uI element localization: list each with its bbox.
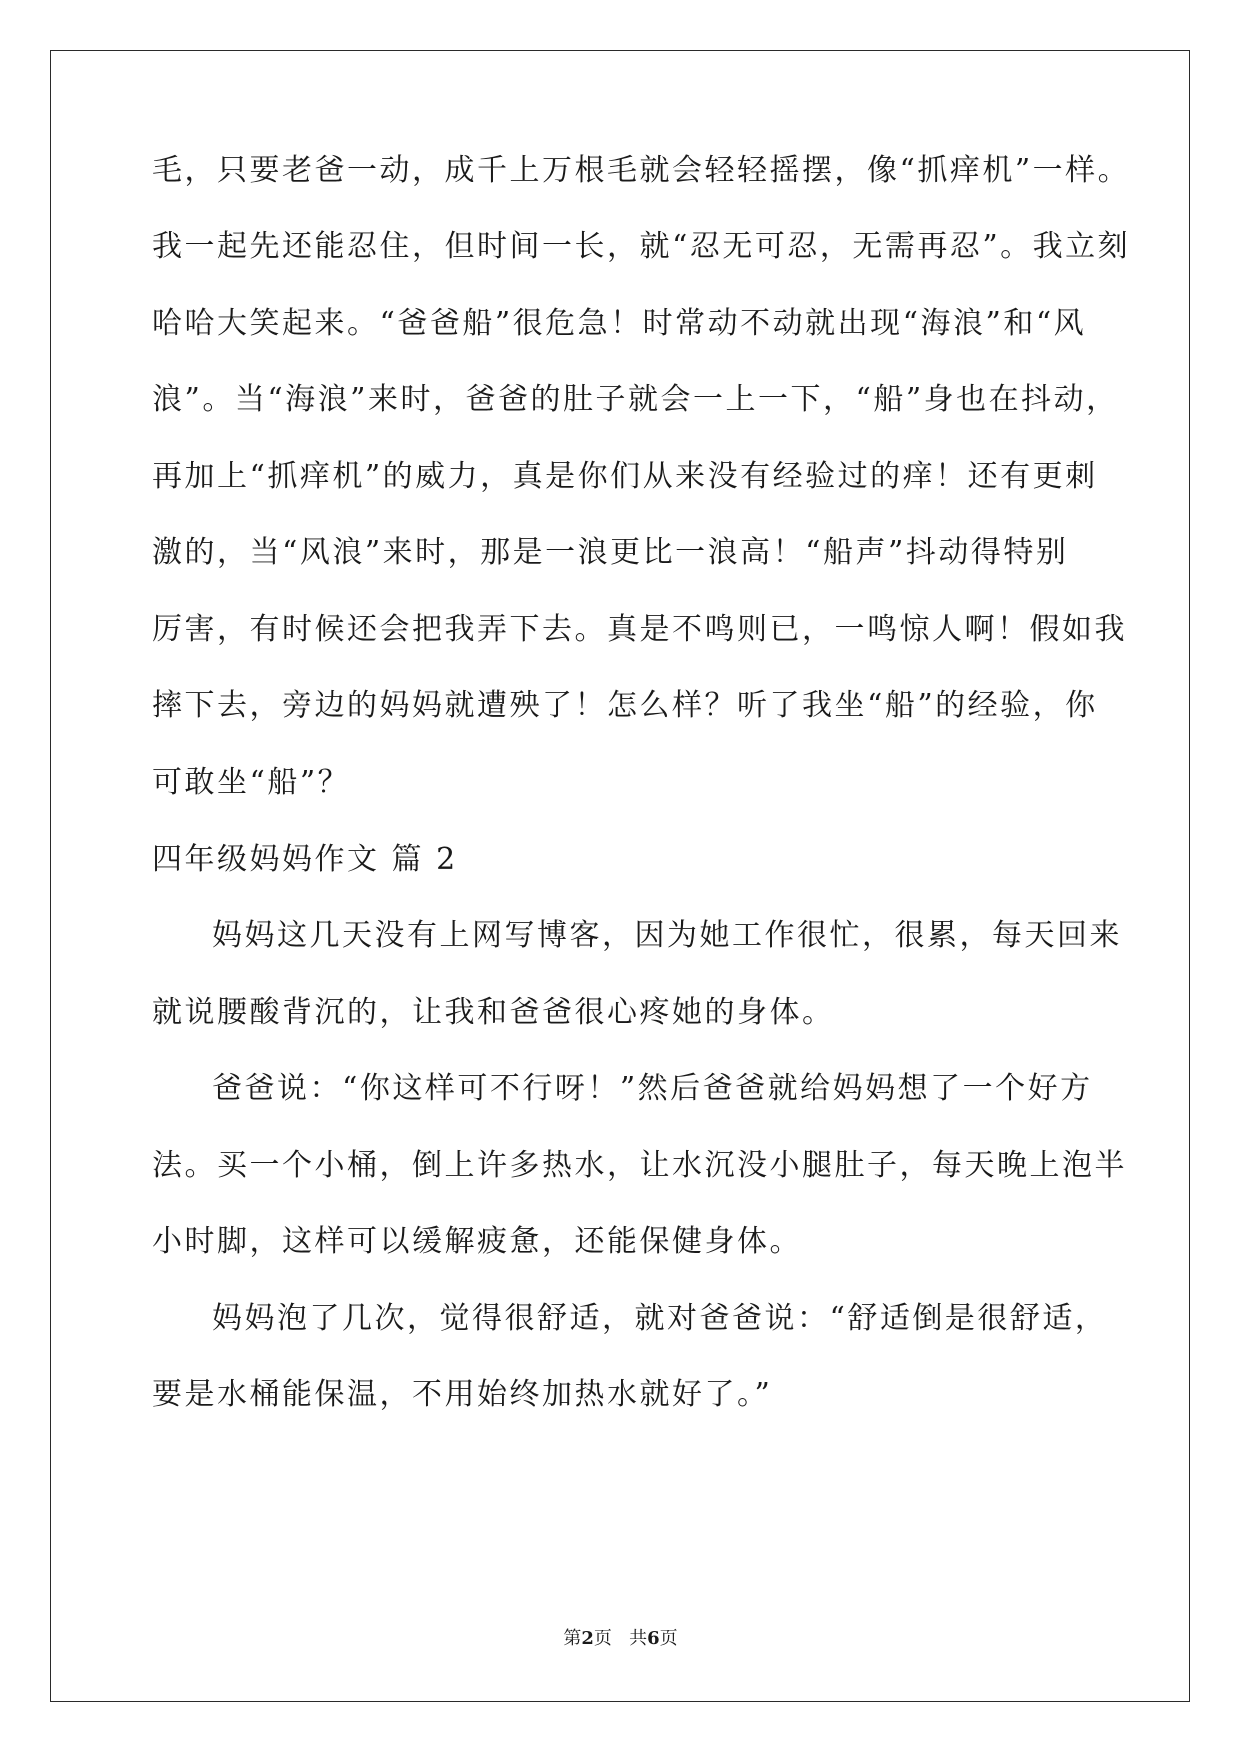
paragraph-start: 妈妈泡了几次，觉得很舒适，就对爸爸说：“舒适倒是很舒适， xyxy=(212,1301,1108,1336)
text-line: 小时脚，这样可以缓解疲惫，还能保健身体。 xyxy=(152,1224,802,1259)
paragraph-start: 爸爸说：“你这样可不行呀！”然后爸爸就给妈妈想了一个好方 xyxy=(212,1071,1093,1106)
text-line: 厉害，有时候还会把我弄下去。真是不鸣则已，一鸣惊人啊！假如我 xyxy=(152,612,1127,647)
page-footer xyxy=(0,1627,1241,1651)
text-line: 我一起先还能忍住，但时间一长，就“忍无可忍，无需再忍”。我立刻 xyxy=(152,229,1131,264)
total-pages: 6 xyxy=(647,1628,660,1649)
text-line: 浪”。当“海浪”来时，爸爸的肚子就会一上一下，“船”身也在抖动， xyxy=(152,382,1119,417)
total-suffix: 页 xyxy=(659,1628,678,1649)
page-number: 2 xyxy=(581,1628,594,1649)
text-line: 法。买一个小桶，倒上许多热水，让水沉没小腿肚子，每天晚上泡半 xyxy=(152,1148,1127,1183)
total-prefix: 共 xyxy=(629,1628,648,1649)
text-line: 可敢坐“船”？ xyxy=(152,765,351,800)
text-line: 毛，只要老爸一动，成千上万根毛就会轻轻摇摆，像“抓痒机”一样。 xyxy=(152,153,1131,188)
text-line: 哈哈大笑起来。“爸爸船”很危急！时常动不动就出现“海浪”和“风 xyxy=(152,306,1087,341)
text-line: 要是水桶能保温，不用始终加热水就好了。” xyxy=(152,1377,773,1412)
paragraph-start: 妈妈这几天没有上网写博客，因为她工作很忙，很累，每天回来 xyxy=(212,918,1122,953)
text-line: 摔下去，旁边的妈妈就遭殃了！怎么样？听了我坐“船”的经验，你 xyxy=(152,688,1098,723)
text-line: 激的，当“风浪”来时，那是一浪更比一浪高！“船声”抖动得特别 xyxy=(152,535,1069,570)
page-suffix: 页 xyxy=(593,1628,612,1649)
page-prefix: 第 xyxy=(563,1628,582,1649)
text-line: 就说腰酸背沉的，让我和爸爸很心疼她的身体。 xyxy=(152,995,835,1030)
section-heading: 四年级妈妈作文 篇 2 xyxy=(152,842,458,877)
text-line: 再加上“抓痒机”的威力，真是你们从来没有经验过的痒！还有更刺 xyxy=(152,459,1098,494)
